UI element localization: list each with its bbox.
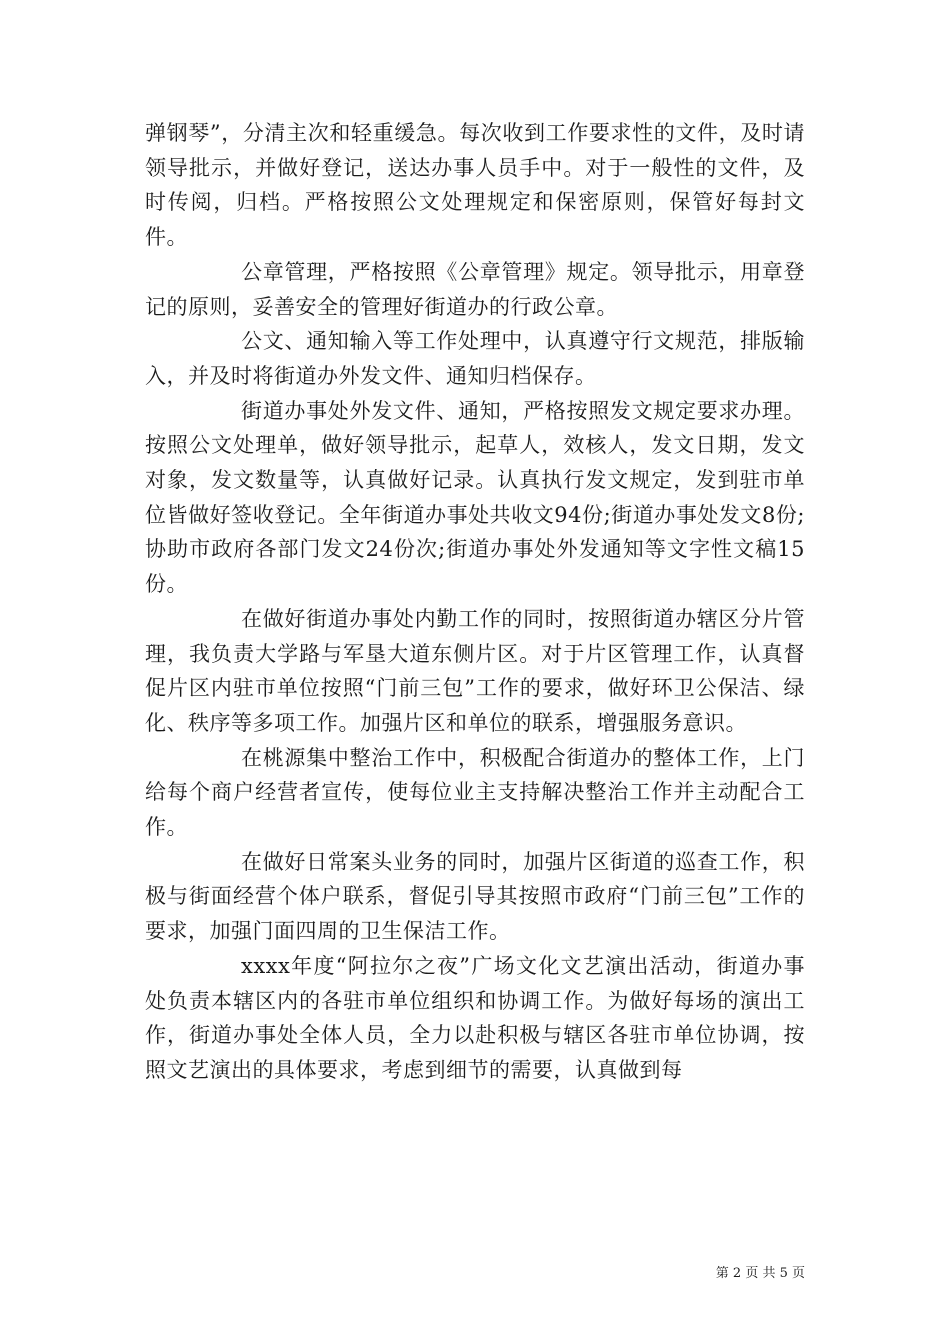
paragraph-seal-management: 公章管理，严格按照《公章管理》规定。领导批示，用章登记的原则，妥善安全的管理好街道办的行政公章。 (145, 259, 805, 319)
paragraph-document-input: 公文、通知输入等工作处理中，认真遵守行文规范，排版输入，并及时将街道办外发文件、通知归档保存。 (145, 329, 805, 388)
paragraph-cultural-performance: xxxx年度“阿拉尔之夜”广场文化文艺演出活动，街道办事处负责本辖区内的各驻市单位组织和协调工作。为做好每场的演出工作，街道办事处全体人员，全力以赴积极与辖区各驻市单位协调，按照文艺演出的具体要求，考虑到细节的需要，认真做到每 (145, 953, 805, 1082)
body-text (145, 116, 805, 1088)
paragraph-street-inspection: 在做好日常案头业务的同时，加强片区街道的巡查工作，积极与街面经营个体户联系，督促引导其按照市政府“门前三包”工作的要求，加强门面四周的卫生保洁工作。 (145, 849, 805, 944)
paragraph-district-management: 在做好街道办事处内勤工作的同时，按照街道办辖区分片管理，我负责大学路与军垦大道东侧片区。对于片区管理工作，认真督促片区内驻市单位按照“门前三包”工作的要求，做好环卫公保洁、绿化、秩序等多项工作。加强片区和单位的联系，增强服务意识。 (145, 606, 805, 735)
paragraph-outgoing-documents: 街道办事处外发文件、通知，严格按照发文规定要求办理。按照公文处理单，做好领导批示，起草人，效核人，发文日期，发文对象，发文数量等，认真做好记录。认真执行发文规定，发到驻市单位皆做好签收登记。全年街道办事处共收文94份;街道办事处发文8份;协助市政府各部门发文24份次;街道办事处外发通知等文字性文稿15份。 (145, 398, 805, 597)
page-number-footer: 第 2 页 共 5 页 (715, 1266, 805, 1281)
paragraph-taoyuan-rectification: 在桃源集中整治工作中，积极配合街道办的整体工作，上门给每个商户经营者宣传，使每位业主支持解决整治工作并主动配合工作。 (145, 745, 805, 840)
paragraph-continuation: 弹钢琴”，分清主次和轻重缓急。每次收到工作要求性的文件，及时请领导批示，并做好登记，送达办事人员手中。对于一般性的文件，及时传阅，归档。严格按照公文处理规定和保密原则，保管好每封文件。 (145, 121, 805, 250)
